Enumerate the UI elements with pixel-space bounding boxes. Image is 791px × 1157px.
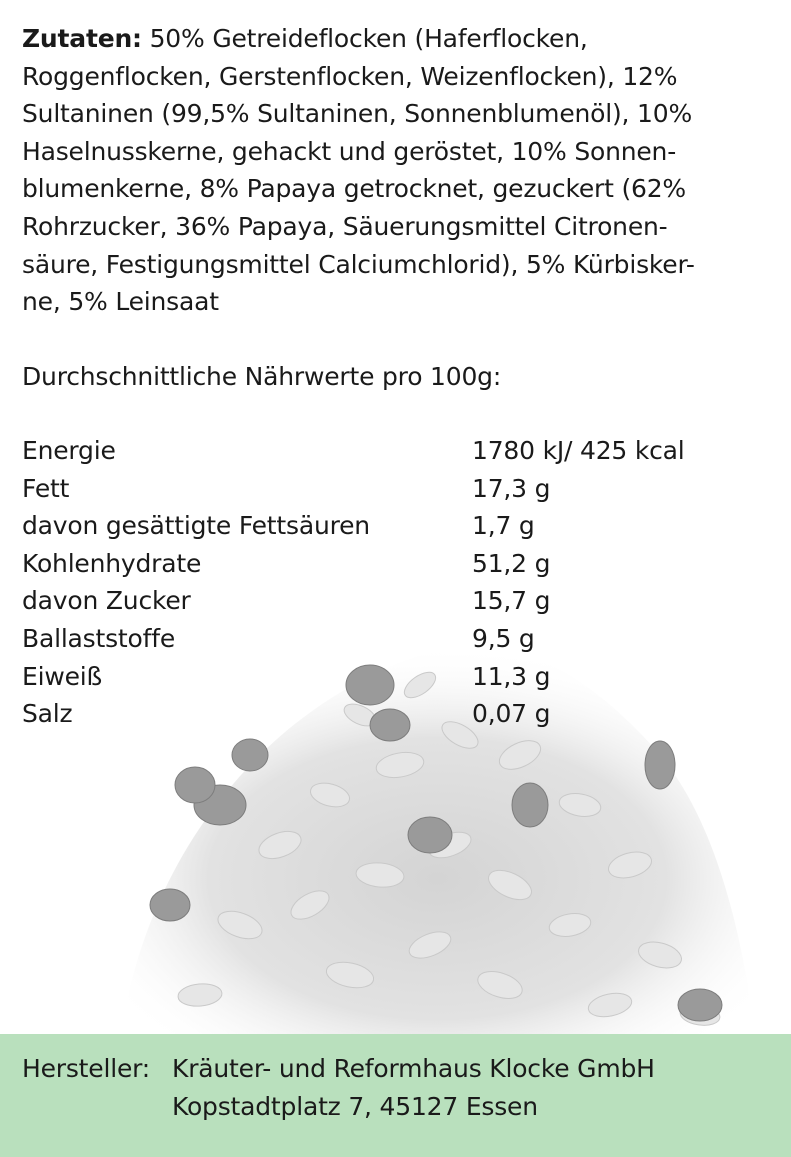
nutrition-value: 0,07 g [472,699,551,729]
muesli-pile-image [100,585,760,1040]
ingredients-paragraph [22,20,772,321]
nutrition-value: 51,2 g [472,548,551,578]
nutrition-label: Ballaststoffe [22,623,176,653]
ingredients-line: säure, Festigungsmittel Calciumchlorid), 5% Kürbisker- [22,249,695,279]
ingredients-label: Zutaten: [22,24,142,53]
nutrition-label: davon Zucker [22,586,191,616]
nutrition-value: 15,7 g [472,586,551,616]
manufacturer-address: Kopstadtplatz 7, 45127 Essen [172,1092,538,1121]
nutrition-value: 1780 kJ/ 425 kcal [472,436,685,465]
ingredients-text: 50% Getreideflocken (Haferflocken, [141,24,588,53]
nutrition-value: 9,5 g [472,623,535,653]
nutrition-value: 17,3 g [472,473,551,503]
nutrition-label: Energie [22,436,116,465]
nutrition-label: Salz [22,699,73,729]
nutrition-label: davon gesättigte Fettsäuren [22,511,370,541]
manufacturer-footer [0,1034,791,1157]
nutrition-label: Eiweiß [22,661,103,691]
ingredients-line [22,20,772,58]
ingredients-line: Roggenflocken, Gerstenflocken, Weizenflocken), 12% [22,61,678,91]
nutrition-label: Fett [22,473,70,503]
nutrition-heading: Durchschnittliche Nährwerte pro 100g: [22,362,502,391]
ingredients-line: ne, 5% Leinsaat [22,287,219,317]
ingredients-line: Haselnusskerne, gehackt und geröstet, 10% Sonnen- [22,136,677,166]
ingredients-line: Sultaninen (99,5% Sultaninen, Sonnenblumenöl), 10% [22,99,693,129]
ingredients-line: blumenkerne, 8% Papaya getrocknet, gezuckert (62% [22,174,686,204]
nutrition-value: 11,3 g [472,661,551,691]
manufacturer-label: Hersteller: [22,1054,151,1083]
ingredients-line: Rohrzucker, 36% Papaya, Säuerungsmittel Citronen- [22,211,668,241]
nutrition-value: 1,7 g [472,511,535,541]
manufacturer-name: Kräuter- und Reformhaus Klocke GmbH [172,1054,655,1083]
nutrition-label: Kohlenhydrate [22,548,202,578]
